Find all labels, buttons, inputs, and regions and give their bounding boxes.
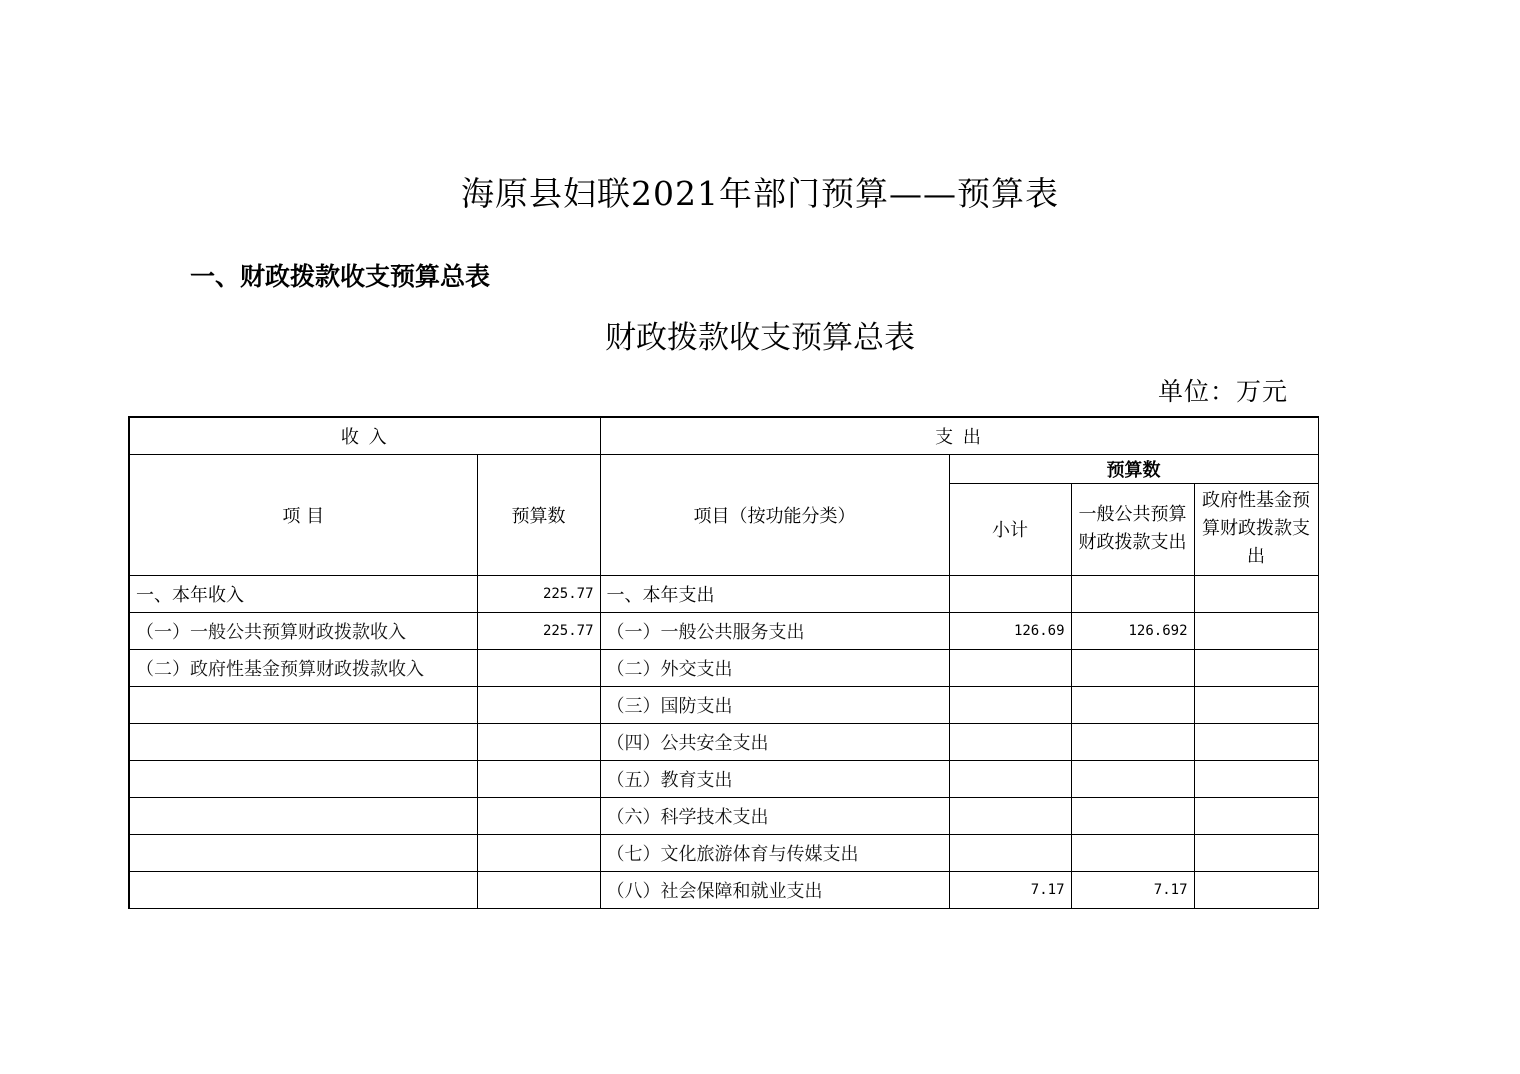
general-budget-cell [1071, 649, 1194, 686]
subtotal-cell [949, 760, 1071, 797]
table-row [129, 723, 1318, 760]
expense-item-cell: （八）社会保障和就业支出 [600, 871, 949, 908]
income-value-cell: 225.77 [477, 612, 600, 649]
general-budget-cell: 7.17 [1071, 871, 1194, 908]
table-row [129, 686, 1318, 723]
fund-budget-cell [1194, 797, 1318, 834]
unit-label: 单位：万元 [1158, 377, 1289, 406]
subtotal-cell [949, 649, 1071, 686]
table-row [129, 649, 1318, 686]
general-budget-cell [1071, 797, 1194, 834]
general-budget-cell [1071, 686, 1194, 723]
general-budget-cell [1071, 760, 1194, 797]
col-header-fund-budget: 政府性基金预算财政拨款支出 [1194, 483, 1318, 575]
section-heading: 一、财政拨款收支预算总表 [190, 262, 491, 291]
general-budget-cell: 126.692 [1071, 612, 1194, 649]
table-row [129, 575, 1318, 612]
income-value-cell [477, 834, 600, 871]
income-value-cell [477, 760, 600, 797]
expense-item-cell: （四）公共安全支出 [600, 723, 949, 760]
general-budget-cell [1071, 834, 1194, 871]
fund-budget-cell [1194, 760, 1318, 797]
income-item-cell: （一）一般公共预算财政拨款收入 [129, 612, 477, 649]
table-body [129, 575, 1318, 908]
subtotal-cell [949, 686, 1071, 723]
table-row [129, 834, 1318, 871]
expense-item-cell: （一）一般公共服务支出 [600, 612, 949, 649]
expense-item-cell: （六）科学技术支出 [600, 797, 949, 834]
income-value-cell [477, 797, 600, 834]
income-item-cell [129, 686, 477, 723]
fund-budget-cell [1194, 871, 1318, 908]
income-item-cell [129, 760, 477, 797]
col-header-item: 项 目 [129, 454, 477, 575]
income-item-cell [129, 871, 477, 908]
col-header-expense-item: 项目（按功能分类） [600, 454, 949, 575]
expense-header: 支 出 [600, 417, 1318, 454]
fund-budget-cell [1194, 686, 1318, 723]
income-item-cell [129, 797, 477, 834]
fund-budget-cell [1194, 723, 1318, 760]
table-row [129, 871, 1318, 908]
subtotal-cell: 126.69 [949, 612, 1071, 649]
col-header-subtotal: 小计 [949, 483, 1071, 575]
income-value-cell [477, 723, 600, 760]
table-row [129, 760, 1318, 797]
general-budget-cell [1071, 575, 1194, 612]
subtotal-cell [949, 834, 1071, 871]
fund-budget-cell [1194, 612, 1318, 649]
income-item-cell [129, 723, 477, 760]
income-value-cell [477, 649, 600, 686]
subtotal-cell [949, 723, 1071, 760]
subtotal-cell [949, 575, 1071, 612]
expense-item-cell: （二）外交支出 [600, 649, 949, 686]
fund-budget-cell [1194, 834, 1318, 871]
fund-budget-cell [1194, 575, 1318, 612]
income-value-cell [477, 686, 600, 723]
expense-item-cell: （七）文化旅游体育与传媒支出 [600, 834, 949, 871]
budget-summary-table [128, 416, 1319, 909]
col-header-budget-group: 预算数 [949, 454, 1318, 483]
income-value-cell [477, 871, 600, 908]
expense-item-cell: （三）国防支出 [600, 686, 949, 723]
fund-budget-cell [1194, 649, 1318, 686]
income-item-cell: （二）政府性基金预算财政拨款收入 [129, 649, 477, 686]
subtotal-cell: 7.17 [949, 871, 1071, 908]
income-item-cell: 一、本年收入 [129, 575, 477, 612]
document-title: 海原县妇联2021年部门预算——预算表 [461, 174, 1059, 213]
general-budget-cell [1071, 723, 1194, 760]
income-item-cell [129, 834, 477, 871]
table-title: 财政拨款收支预算总表 [605, 320, 915, 356]
table-row [129, 797, 1318, 834]
table-row [129, 612, 1318, 649]
expense-item-cell: （五）教育支出 [600, 760, 949, 797]
income-value-cell: 225.77 [477, 575, 600, 612]
expense-item-cell: 一、本年支出 [600, 575, 949, 612]
income-header: 收 入 [129, 417, 600, 454]
col-header-budget: 预算数 [477, 454, 600, 575]
subtotal-cell [949, 797, 1071, 834]
col-header-general-budget: 一般公共预算财政拨款支出 [1071, 483, 1194, 575]
